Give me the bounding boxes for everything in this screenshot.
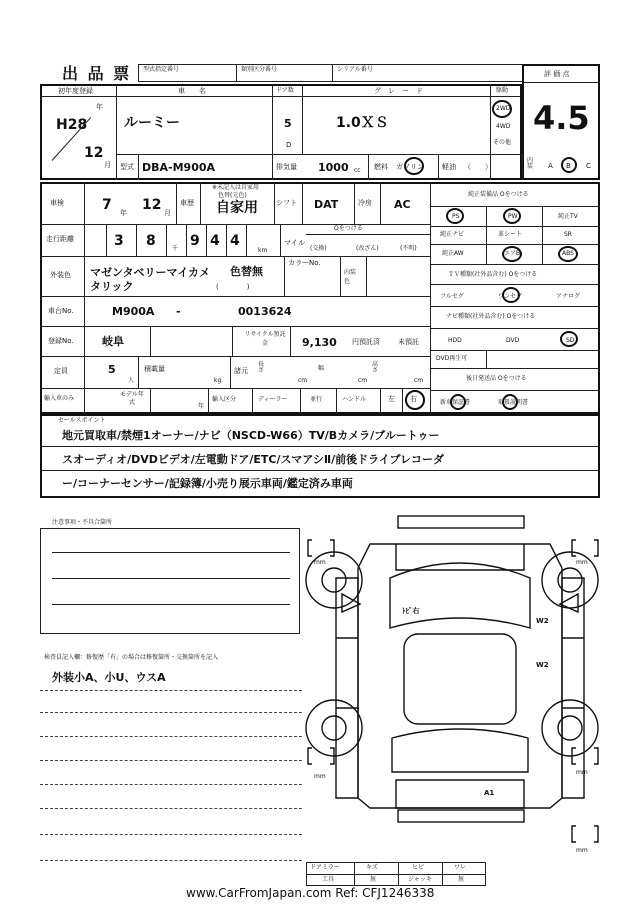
navi-dvd: DVD	[506, 337, 520, 344]
import-type-label: 輸入区分	[212, 396, 237, 403]
tv-analog: アナログ	[556, 293, 581, 300]
front-glass	[390, 563, 530, 628]
option-ps-circle	[446, 208, 464, 224]
model-value: DBA-M900A	[142, 161, 216, 174]
later-manual: 取扱説明書	[498, 399, 529, 406]
sales-label: セールスポイント	[58, 417, 106, 424]
load-label: 積載量	[144, 365, 165, 373]
capacity-label: 定員	[54, 367, 68, 375]
caution-label: 注意事項・不具合箇所	[52, 519, 113, 526]
sales-line-1: 地元買取車/禁煙1オーナー/ナビ（NSCD-W66）TV/Bカメラ/ブルートゥー	[62, 429, 440, 442]
first-reg-month: 12	[84, 145, 104, 161]
score-value: 4.5	[533, 99, 590, 137]
damage-mark-4: A1	[484, 789, 495, 797]
inspector-label: 検査員記入欄：修復歴「有」の場合は修復箇所・交換箇所を記入	[44, 654, 219, 661]
damage-mark-2: W2	[536, 617, 549, 625]
car-diagram	[300, 508, 620, 858]
front-bumper	[398, 516, 524, 528]
dims-label: 諸元	[234, 367, 248, 375]
insp-month-unit: 月	[164, 209, 171, 217]
left-side	[336, 578, 358, 798]
model-label: 型式	[120, 163, 134, 171]
later-title: 後日発送品 Oをつける	[466, 375, 527, 382]
displacement-label: 排気量	[276, 163, 297, 171]
capacity-value: 5	[108, 363, 116, 376]
damage-mark-1: ﾄﾋﾞ右	[402, 607, 420, 615]
capacity-unit: 人	[128, 377, 135, 384]
displacement-value: 1000	[318, 161, 349, 174]
first-reg-label: 初年度登録	[58, 87, 93, 95]
month-unit: 月	[104, 161, 111, 169]
legend-value-1: 工具	[322, 876, 335, 883]
roof	[404, 634, 516, 724]
tv-fullseg: フルセグ	[440, 293, 464, 300]
grade-label: グ レ ー ド	[374, 87, 423, 95]
tv-title: ＴＶ種類(社外品含む) Oをつける	[448, 271, 538, 278]
height-cm: cm	[414, 377, 424, 384]
option-airbag: エアB	[504, 250, 521, 257]
drive-2wd: 2WD	[496, 105, 511, 112]
wheel-front-right	[542, 552, 598, 608]
navi-hdd: HDD	[448, 337, 462, 344]
option-abs-circle	[558, 246, 578, 262]
width-label: 幅	[318, 365, 325, 372]
option-ps: PS	[452, 213, 460, 220]
sales-line-3: ー/コーナーセンサー/記録簿/小売り展示車両/鑑定済み車両	[62, 477, 353, 490]
cc-unit: cc	[354, 167, 361, 174]
damage-mark-3: W2	[536, 661, 549, 669]
recycle-label: リサイクル預託金	[244, 331, 286, 347]
chassis-dash: -	[176, 305, 181, 318]
handle-right-circle	[405, 390, 425, 410]
mileage-label: 走行距離	[46, 235, 74, 243]
options-title: 純正装備品 Oをつける	[468, 191, 529, 198]
thousand-unit: 千	[172, 245, 179, 252]
interior-grade-b: B	[566, 162, 571, 170]
mm-label-rr: mm	[576, 769, 588, 776]
later-warranty: 新車保証書	[440, 399, 471, 406]
odo-tamper: (改ざん)	[356, 245, 379, 252]
color-paren: ( )	[216, 283, 250, 291]
color-label: 外装色	[50, 271, 71, 279]
interior-grade-a: A	[548, 162, 553, 170]
mileage-digit-4: 4	[210, 233, 220, 249]
drive-label: 駆動	[496, 87, 509, 94]
legend-value-3: ジャッキ	[408, 876, 432, 883]
dvd-label: DVD再生可	[436, 355, 468, 362]
recycle-amount: 9,130	[302, 336, 337, 349]
model-cert-label: 型式指定番号	[143, 66, 180, 73]
len-cm: cm	[298, 377, 308, 384]
color-value: マゼンタベリーマイカメタリック	[90, 266, 211, 293]
import-dealer: ディーラー	[258, 396, 288, 403]
tv-oneseg-circle	[502, 287, 520, 303]
mm-label-fr: mm	[576, 559, 588, 566]
width-cm: cm	[358, 377, 368, 384]
legend-value-4: 無	[458, 876, 465, 883]
circle-note: Oをつける	[334, 225, 363, 232]
legend-header-3: ヒビ	[412, 864, 425, 871]
ac-label: 冷房	[358, 199, 372, 207]
import-label: 輸入車のみ	[44, 395, 75, 402]
later-warranty-circle	[450, 394, 466, 410]
usage-label: 車歴	[180, 199, 194, 207]
insp-year: 7	[102, 197, 112, 213]
mm-label-rl: mm	[314, 773, 326, 780]
interior-label: 内装	[527, 157, 534, 170]
fuel-label: 燃料	[374, 163, 388, 171]
legend-header-4: ワレ	[454, 864, 467, 871]
recycle-status: 円預託済	[352, 338, 380, 346]
option-pw: PW	[508, 213, 518, 220]
odo-exchange: (交換)	[310, 245, 327, 252]
option-sr: SR	[564, 231, 572, 238]
handle-left: 左	[388, 395, 395, 403]
score-label: 評 価 点	[544, 70, 570, 78]
option-leather: 革シート	[498, 231, 523, 238]
option-airbag-circle	[502, 246, 522, 262]
mileage-digit-5: 4	[230, 233, 240, 249]
caution-box	[40, 528, 300, 634]
color-change: 色替無	[230, 265, 263, 278]
model-year-label: モデル年式	[120, 391, 144, 406]
fuel-gas-circle	[404, 157, 424, 175]
fuel-paren: （ ）	[464, 163, 492, 171]
model-year-suffix: 年	[198, 403, 205, 410]
len-label: 長さ	[258, 361, 265, 374]
door-unit: D	[286, 141, 292, 149]
handle-right: 右	[410, 395, 417, 403]
legend-header-1: ドアミラー	[310, 864, 340, 871]
mm-label-spare: mm	[576, 847, 588, 854]
chassis-label: 車台No.	[48, 307, 74, 315]
doors-label: ドア数	[276, 87, 294, 94]
mileage-digit-3: 9	[190, 233, 200, 249]
fuel-diesel: 軽油	[442, 163, 456, 171]
reg-label: 登録No.	[48, 337, 74, 345]
usage-sub: 色替(元色)	[218, 192, 247, 199]
handle-label: ハンドル	[342, 396, 367, 403]
reg-area: 岐阜	[102, 335, 124, 348]
category-label: 類別区分番号	[241, 66, 278, 73]
rear-bumper	[398, 810, 524, 822]
navi-title: ナビ種類(社外品含む) Oをつける	[446, 313, 536, 320]
later-manual-circle	[502, 394, 518, 410]
ac-value: AC	[394, 198, 411, 211]
mileage-digit-1: 3	[114, 233, 124, 249]
drive-2wd-circle	[492, 100, 512, 118]
sales-line-2: スオーディオ/DVDビデオ/左電動ドア/ETC/スマアシⅡ/前後ドライブレコーダ	[62, 453, 445, 466]
chassis-prefix: M900A	[112, 305, 155, 318]
car-name: ルーミー	[124, 115, 180, 131]
inspection-label: 車検	[50, 199, 64, 207]
option-tv: 純正TV	[558, 213, 578, 220]
grade-value: 1.0ＸＳ	[336, 115, 389, 131]
car-name-label: 車 名	[178, 87, 206, 95]
interior-grade-c: C	[586, 162, 591, 170]
tv-oneseg: ワンセグ	[498, 293, 523, 300]
header-number-strip	[138, 64, 524, 82]
serial-label: シリアル番号	[337, 66, 373, 73]
right-side	[562, 578, 584, 798]
mileage-digit-2: 8	[146, 233, 156, 249]
inspector-note: 外装小A、小U、ウスA	[52, 671, 166, 684]
mile-label: マイル	[284, 239, 305, 247]
rear-glass	[392, 729, 528, 772]
height-label: 高さ	[372, 361, 379, 374]
shift-label: シフト	[276, 199, 297, 207]
usage-value: 自家用	[216, 200, 258, 216]
fuel-gas: ガソリン	[396, 163, 424, 171]
first-reg-year: H28	[56, 117, 88, 133]
shift-value: DAT	[314, 198, 339, 211]
drive-4wd: 4WD	[496, 123, 511, 130]
drive-other: その他	[493, 139, 512, 146]
insp-year-unit: 年	[120, 209, 127, 217]
import-parallel: 並行	[310, 396, 323, 403]
chassis-number: 0013624	[238, 305, 292, 318]
navi-sd: SD	[566, 337, 575, 344]
usage-note: ※未記入は自家用	[212, 184, 260, 191]
option-pw-circle	[503, 208, 521, 224]
navi-sd-circle	[560, 331, 578, 347]
insp-month: 12	[142, 197, 162, 213]
legend-header-2: キズ	[366, 864, 378, 871]
interior-grade-b-circle	[561, 157, 577, 173]
option-aw: 純正AW	[442, 250, 464, 257]
page-title: 出 品 票	[62, 64, 132, 83]
footer-watermark: www.CarFromJapan.com Ref: CFJ1246338	[186, 886, 435, 900]
doors-value: 5	[284, 117, 292, 130]
odo-unknown: (不明)	[400, 245, 417, 252]
body-outline	[358, 544, 562, 808]
option-navi: 純正ナビ	[440, 231, 465, 238]
mm-label-fl: mm	[314, 559, 326, 566]
recycle-not: 未預託	[398, 338, 419, 346]
km-unit: km	[258, 247, 268, 254]
load-kg: kg	[214, 377, 222, 384]
option-abs: ABS	[562, 250, 574, 257]
year-unit: 年	[96, 103, 103, 111]
interior-color-label: 内装色	[344, 269, 357, 285]
color-no-label: カラーNo.	[288, 259, 321, 267]
legend-value-2: 無	[370, 876, 377, 883]
